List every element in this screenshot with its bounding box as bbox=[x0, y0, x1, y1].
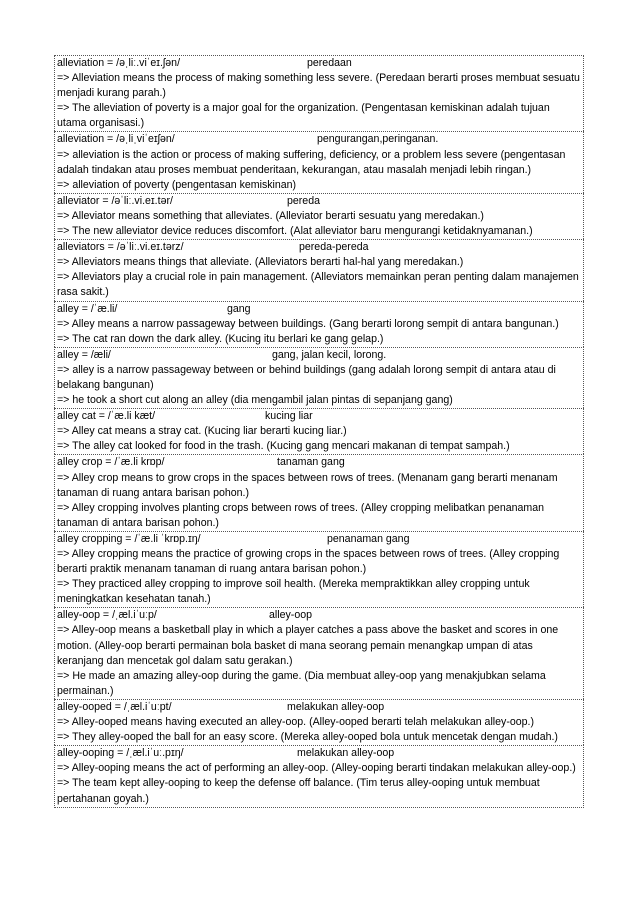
entry-example-line: => Alley-ooping means the act of performing an alley-oop. (Alley-ooping berarti tindakan melakukan alley-oop.) bbox=[57, 762, 576, 775]
entry-header bbox=[57, 132, 581, 147]
entry-example-line: => He made an amazing alley-oop during the game. (Dia membuat alley-oop yang menakjubkan selama permainan.) bbox=[57, 669, 546, 697]
dictionary-entry bbox=[54, 55, 584, 131]
entry-term: alley-ooping = /ˌæl.iˈuː.pɪŋ/ bbox=[57, 747, 184, 760]
entry-translation: tanaman gang bbox=[277, 456, 345, 469]
entry-example-line: => Alley-oop means a basketball play in which a player catches a pass above the basket and scores in one motion. (Alley-oop berarti permainan bola basket di mana seorang pemain menangkap umpan di atas keranjang dan mencetak gol dalam satu gerakan.) bbox=[57, 624, 559, 667]
entry-example-line: => Alleviators play a crucial role in pain management. (Alleviators memainkan peran penting dalam manajemen rasa sakit.) bbox=[57, 271, 579, 299]
entry-term: alleviators = /əˈliː.vi.eɪ.tərz/ bbox=[57, 241, 184, 254]
entry-term: alleviation = /əˌliː.viˈeɪ.ʃən/ bbox=[57, 57, 181, 69]
entry-example-line: => The alleviation of poverty is a major goal for the organization. (Pengentasan kemiskinan adalah tujuan utama organisasi.) bbox=[57, 102, 550, 130]
entry-header bbox=[57, 455, 581, 470]
entry-example-line: => he took a short cut along an alley (dia mengambil jalan pintas di sepanjang gang) bbox=[57, 394, 453, 407]
entry-header bbox=[57, 302, 581, 317]
entry-example-line: => Alleviation means the process of making something less severe. (Peredaan berarti proses membuat sesuatu menjadi kurang parah.) bbox=[57, 72, 580, 100]
entry-term: alley = /æli/ bbox=[57, 348, 111, 361]
entry-header bbox=[57, 746, 581, 761]
document-body bbox=[54, 55, 584, 808]
entry-example-line: => Alleviator means something that alleviates. (Alleviator berarti sesuatu yang meredakan.) bbox=[57, 209, 484, 222]
dictionary-entry bbox=[54, 607, 584, 699]
entry-translation: gang bbox=[227, 302, 251, 315]
entry-translation: pengurangan,peringanan. bbox=[317, 133, 439, 146]
entry-example-line: => alley is a narrow passageway between or behind buildings (gang adalah lorong sempit di antara atau di belakang bangunan) bbox=[57, 363, 556, 391]
dictionary-entry bbox=[54, 193, 584, 239]
entry-header bbox=[57, 348, 581, 363]
entry-translation: pereda-pereda bbox=[299, 241, 369, 254]
entry-header bbox=[57, 56, 581, 71]
entry-translation: pereda bbox=[287, 194, 320, 207]
entry-example-line: => They practiced alley cropping to improve soil health. (Mereka mempraktikkan alley cropping untuk meningkatkan kesehatan tanah.) bbox=[57, 578, 530, 606]
dictionary-entry bbox=[54, 531, 584, 607]
entry-example-line: => Alleviators means things that alleviate. (Alleviators berarti hal-hal yang meredakan.) bbox=[57, 256, 464, 269]
entry-term: alley crop = /ˈæ.li krɒp/ bbox=[57, 456, 165, 469]
dictionary-entry bbox=[54, 408, 584, 454]
entry-header bbox=[57, 608, 581, 623]
entry-translation: penanaman gang bbox=[327, 532, 410, 545]
entry-translation: melakukan alley-oop bbox=[297, 747, 395, 760]
entry-translation: kucing liar bbox=[265, 410, 313, 423]
entry-term: alley-ooped = /ˌæl.iˈuːpt/ bbox=[57, 700, 172, 713]
entry-example-line: => The cat ran down the dark alley. (Kucing itu berlari ke gang gelap.) bbox=[57, 332, 384, 345]
entry-translation: melakukan alley-oop bbox=[287, 700, 385, 713]
dictionary-entry bbox=[54, 131, 584, 192]
entry-example-line: => Alley crop means to grow crops in the spaces between rows of trees. (Menanam gang berarti menanam tanaman di ruang antara barisan pohon.) bbox=[57, 471, 558, 499]
entry-example-line: => Alley cropping involves planting crops between rows of trees. (Alley cropping melibatkan penanaman tanaman di antara barisan pohon.) bbox=[57, 501, 545, 529]
dictionary-entry bbox=[54, 239, 584, 300]
entry-example-line: => alleviation of poverty (pengentasan kemiskinan) bbox=[57, 178, 297, 191]
entry-example-line: => The alley cat looked for food in the trash. (Kucing gang mencari makanan di tempat sampah.) bbox=[57, 440, 510, 453]
entry-term: alley cropping = /ˈæ.li ˈkrɒp.ɪŋ/ bbox=[57, 532, 201, 545]
entry-header bbox=[57, 194, 581, 209]
dictionary-entry bbox=[54, 745, 584, 807]
entry-translation: alley-oop bbox=[269, 609, 312, 622]
entry-term: alley cat = /ˈæ.li kæt/ bbox=[57, 410, 156, 423]
entry-example-line: => Alley means a narrow passageway between buildings. (Gang berarti lorong sempit di antara bangunan.) bbox=[57, 317, 559, 330]
dictionary-entry bbox=[54, 454, 584, 530]
entry-example-line: => Alley cat means a stray cat. (Kucing liar berarti kucing liar.) bbox=[57, 425, 347, 438]
entry-translation: peredaan bbox=[307, 57, 352, 69]
dictionary-entry bbox=[54, 347, 584, 408]
entry-example-line: => alleviation is the action or process of making suffering, deficiency, or a problem less severe (pengentasan adalah tindakan atau proses membuat penderitaan, kekurangan, atau masalah menjadi lebih ringan.) bbox=[57, 148, 566, 176]
entry-example-line: => The team kept alley-ooping to keep the defense off balance. (Tim terus alley-ooping untuk membuat pertahanan goyah.) bbox=[57, 777, 540, 805]
entry-header bbox=[57, 700, 581, 715]
entry-translation: gang, jalan kecil, lorong. bbox=[272, 348, 387, 361]
entry-example-line: => They alley-ooped the ball for an easy score. (Mereka alley-ooped bola untuk mencetak dengan mudah.) bbox=[57, 731, 558, 744]
entry-term: alleviator = /əˈliː.vi.eɪ.tər/ bbox=[57, 194, 173, 207]
entry-example-line: => Alley-ooped means having executed an alley-oop. (Alley-ooped berarti telah melakukan alley-oop.) bbox=[57, 716, 535, 729]
entry-term: alley-oop = /ˌæl.iˈuːp/ bbox=[57, 609, 157, 622]
entry-header bbox=[57, 240, 581, 255]
entry-header bbox=[57, 532, 581, 547]
entry-term: alley = /ˈæ.li/ bbox=[57, 302, 118, 315]
dictionary-entry bbox=[54, 699, 584, 745]
entry-example-line: => Alley cropping means the practice of growing crops in the spaces between rows of trees. (Alley cropping berarti praktik menanam tanaman di ruang antara barisan pohon.) bbox=[57, 548, 560, 576]
entry-header bbox=[57, 409, 581, 424]
entry-term: alleviation = /əˌliˌviˈeɪʃən/ bbox=[57, 133, 175, 146]
entry-example-line: => The new alleviator device reduces discomfort. (Alat alleviator baru mengurangi ketidaknyamanan.) bbox=[57, 225, 533, 238]
dictionary-entry bbox=[54, 301, 584, 347]
